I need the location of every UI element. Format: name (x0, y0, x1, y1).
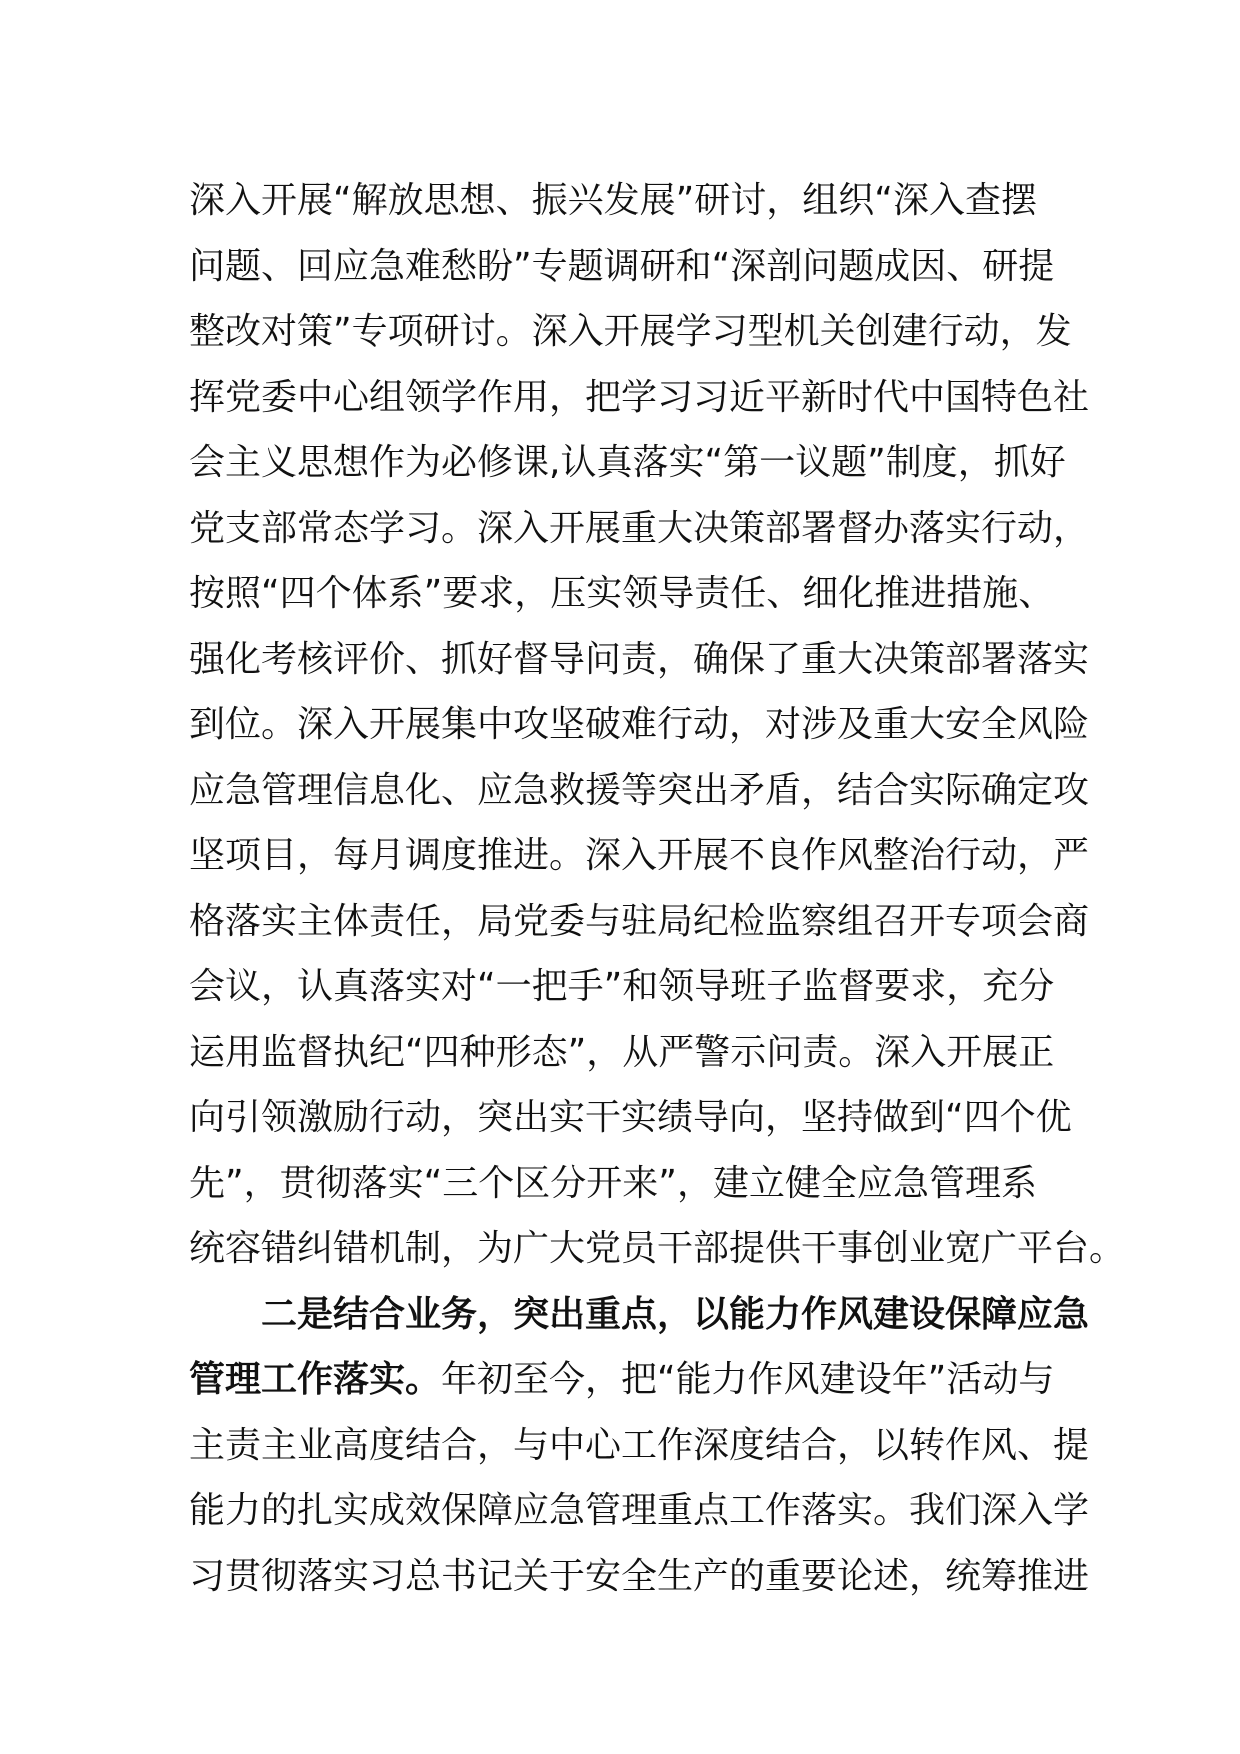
section-heading: 二是结合业务，突出重点，以能力作风建设保障应急 (261, 1293, 1090, 1335)
paragraph-line: 坚项目，每月调度推进。深入开展不良作风整治行动，严 (189, 835, 1090, 876)
paragraph-line: 会议，认真落实对“一把手”和领导班子监督要求，充分 (189, 966, 1055, 1007)
paragraph-line: 党支部常态学习。深入开展重大决策部署督办落实行动， (189, 507, 1090, 549)
paragraph-line: 按照“四个体系”要求，压实领导责任、细化推进措施、 (189, 573, 1055, 614)
paragraph-line: 运用监督执纪“四种形态”，从严警示问责。深入开展正 (189, 1031, 1055, 1073)
paragraph-line: 挥党委中心组领学作用，把学习习近平新时代中国特色社 (189, 376, 1090, 418)
paragraph-line: 能力的扎实成效保障应急管理重点工作落实。我们深入学 (189, 1490, 1090, 1531)
paragraph-line: 习贯彻落实习总书记关于安全生产的重要论述，统筹推进 (189, 1555, 1090, 1597)
section-heading-end: 管理工作落实。 (189, 1359, 442, 1400)
paragraph-line: 问题、回应急难愁盼”专题调研和“深剖问题成因、研提 (189, 245, 1055, 287)
paragraph-line: 会主义思想作为必修课,认真落实“第一议题”制度，抓好 (189, 442, 1066, 483)
paragraph-line: 强化考核评价、抓好督导问责，确保了重大决策部署落实 (189, 638, 1090, 680)
paragraph-line: 到位。深入开展集中攻坚破难行动，对涉及重大安全风险 (189, 704, 1090, 745)
paragraph-line: 应急管理信息化、应急救援等突出矛盾，结合实际确定攻 (189, 769, 1090, 811)
paragraph-line: 向引领激励行动，突出实干实绩导向，坚持做到“四个优 (189, 1097, 1072, 1138)
paragraph-line: 统容错纠错机制，为广大党员干部提供干事创业宽广平台。 (189, 1228, 1126, 1269)
paragraph-line: 主责主业高度结合，与中心工作深度结合，以转作风、提 (189, 1424, 1090, 1466)
section-heading-continuation (189, 1347, 1059, 1413)
paragraph-line: 格落实主体责任，局党委与驻局纪检监察组召开专项会商 (189, 900, 1090, 942)
section-body-start: 年初至今，把“能力作风建设年”活动与 (441, 1359, 1055, 1400)
paragraph-line: 整改对策”专项研讨。深入开展学习型机关创建行动，发 (189, 311, 1072, 352)
body-text (189, 168, 1126, 1609)
paragraph-line: 先”，贯彻落实“三个区分开来”，建立健全应急管理系 (189, 1162, 1037, 1204)
paragraph-line: 深入开展“解放思想、振兴发展”研讨，组织“深入查摆 (189, 180, 1037, 221)
